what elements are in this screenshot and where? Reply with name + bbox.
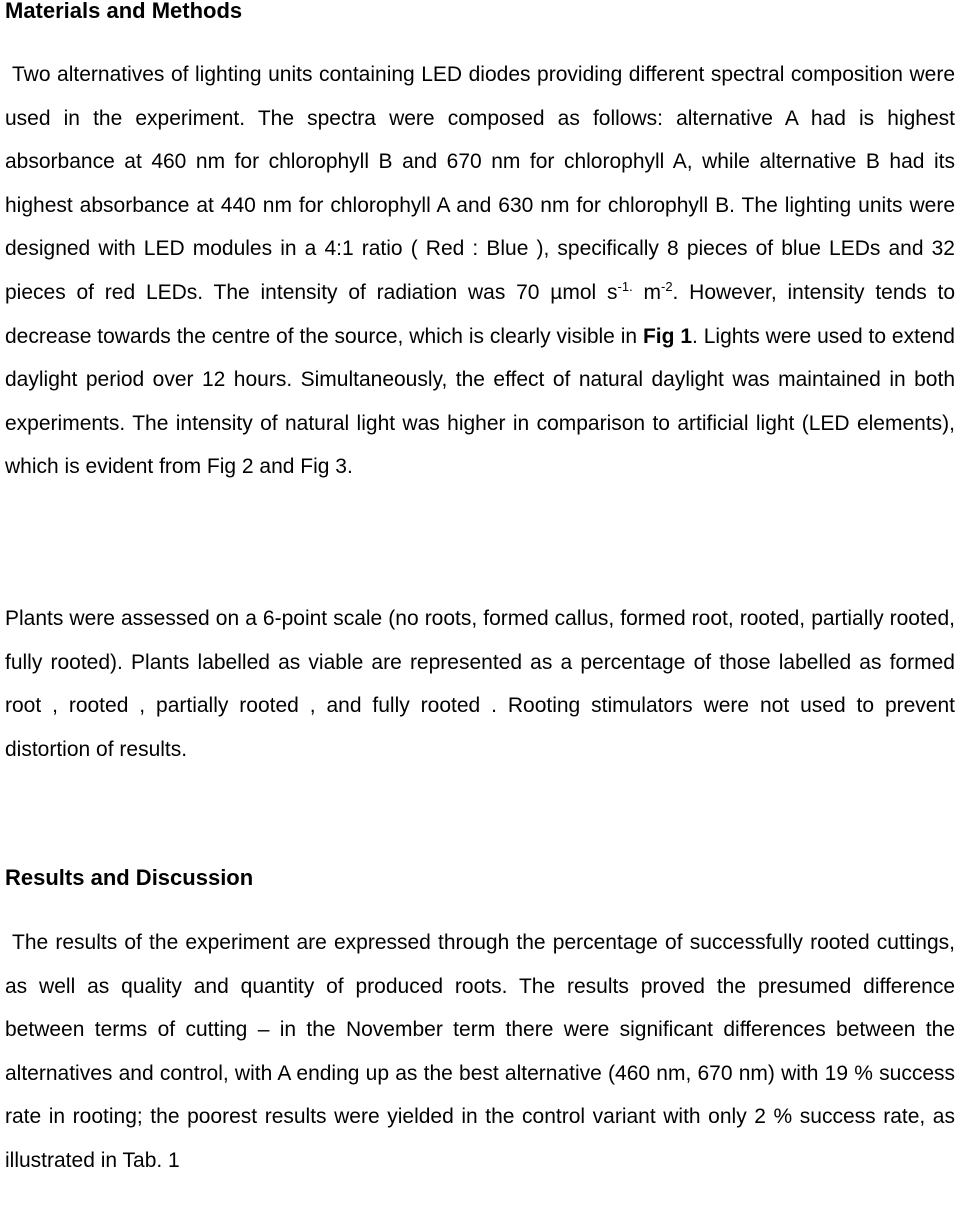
- materials-methods-heading: Materials and Methods: [5, 0, 243, 23]
- results-paragraph-1: [5, 921, 955, 1183]
- methods-paragraph-2: Plants were assessed on a 6-point scale (no roots, formed callus, formed root, rooted, partially rooted, fully rooted). Plants labelled as viable are represented as a percentage of those labelled as formed root , rooted , partially rooted , and fully rooted . Rooting stimulators were not used to prevent distortion of results.: [5, 607, 955, 761]
- methods-p1-text-1: Two alternatives of lighting units containing LED diodes providing different spectral composition were used in the experiment. The spectra were composed as follows: alternative A had is highest absorbance at 460 nm for chlorophyll B and 670 nm for chlorophyll A, while alternative B had its highest absorbance at 440 nm for chlorophyll A and 630 nm for chlorophyll B. The lighting units were designed with LED modules in a 4:1 ratio ( Red : Blue ), specifically 8 pieces of blue LEDs and 32 pieces of red LEDs. The intensity of radiation was 70 µmol s: [5, 63, 955, 304]
- results-p1-text: The results of the experiment are expressed through the percentage of successfully rooted cuttings, as well as quality and quantity of produced roots. The results proved the presumed difference between terms of cutting – in the November term there were significant differences between the alternatives and control, with A ending up as the best alternative (460 nm, 670 nm) with 19 % success rate in rooting; the poorest results were yielded in the control variant with only 2 % success rate, as illustrated in Tab. 1: [5, 931, 955, 1172]
- unit-exponent-m: -2: [660, 278, 673, 294]
- fig-1-reference: Fig 1: [642, 324, 693, 348]
- methods-p1-text-3: . However, intensity tends to decrease towards the centre of the source, which is clearly visible in: [5, 280, 956, 348]
- methods-paragraph-1: [5, 53, 955, 489]
- unit-exponent-s: -1.: [617, 278, 633, 294]
- results-discussion-heading: Results and Discussion: [5, 865, 254, 890]
- methods-p1-text-4: . Lights were used to extend daylight period over 12 hours. Simultaneously, the effect of natural daylight was maintained in both experiments. The intensity of natural light was higher in comparison to artificial light (LED elements), which is evident from Fig 2 and Fig 3.: [5, 324, 955, 479]
- methods-p1-text-2: m: [632, 280, 661, 304]
